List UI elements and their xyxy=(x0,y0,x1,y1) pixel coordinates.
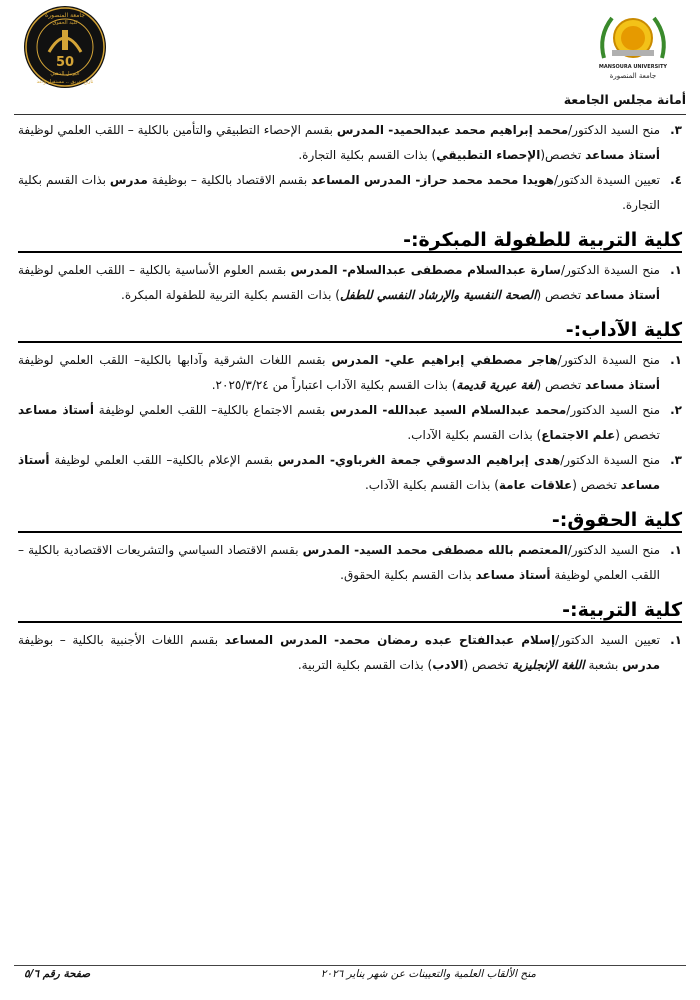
item-text: تعيين السيد الدكتور/ xyxy=(555,633,660,647)
item-text: بقسم اللغات الشرقية وآدابها بالكلية– اللقب العلمي لوظيفة xyxy=(18,353,332,367)
item-text: بقسم الاجتماع بالكلية– اللقب العلمي لوظيفة xyxy=(93,403,331,417)
section-items-list xyxy=(18,258,682,308)
item-text: تخصص ( xyxy=(572,478,621,492)
item-text: تخصص ( xyxy=(536,288,586,302)
item-text: تخصص( xyxy=(540,148,586,162)
header-divider xyxy=(14,114,686,115)
item-emphasis: أستاذ مساعد xyxy=(475,568,551,582)
list-item xyxy=(18,168,682,218)
item-text: تخصص ( xyxy=(615,428,660,442)
list-item xyxy=(18,398,682,448)
item-emphasis: الادب xyxy=(432,658,464,672)
list-item xyxy=(18,538,682,588)
mansoura-university-logo xyxy=(594,6,672,84)
item-emphasis: محمد إبراهيم محمد عبدالحميد- المدرس xyxy=(336,123,569,137)
list-item xyxy=(18,348,682,398)
section-heading: كلية التربية:- xyxy=(562,599,682,621)
item-text: ) بذات القسم بكلية التربية للطفولة المبكرة. xyxy=(121,288,340,302)
item-text: منح السيدة الدكتور/ xyxy=(557,353,660,367)
page-number: صفحة رقم ٥/٦ xyxy=(24,968,91,980)
item-text: ) بذات القسم بكلية التجارة. xyxy=(298,148,437,162)
item-text: ) بذات القسم بكلية الآداب. xyxy=(364,478,499,492)
faculty-of-law-logo xyxy=(22,4,108,90)
item-text: منح السيدة الدكتور/ xyxy=(560,453,661,467)
item-text: بقسم اللغات الأجنبية بالكلية – بوظيفة xyxy=(18,633,225,647)
item-text: بشعبة xyxy=(584,658,623,672)
section-heading-row xyxy=(18,226,682,256)
item-text: منح السيد الدكتور/ xyxy=(566,403,661,417)
section-heading-row xyxy=(18,316,682,346)
item-emphasis: محمد عبدالسلام السيد عبدالله- المدرس xyxy=(330,403,567,417)
item-emphasis: هاجر مصطفي إبراهيم علي- المدرس xyxy=(331,353,558,367)
list-item xyxy=(18,448,682,498)
svg-text:تاريخ عريق .. مستقبل واعد: تاريخ عريق .. مستقبل واعد xyxy=(36,79,94,85)
svg-text:اليوبيل الذهبي: اليوبيل الذهبي xyxy=(50,71,80,77)
continued-items-list xyxy=(18,118,682,218)
list-item xyxy=(18,258,682,308)
item-number: ١. xyxy=(670,353,682,367)
section-underline xyxy=(18,341,682,343)
item-text: بقسم الإعلام بالكلية– اللقب العلمي لوظيفة xyxy=(49,453,278,467)
item-emphasis: هدى إبراهيم الدسوقي جمعة الغرباوي- المدرس xyxy=(277,453,561,467)
item-text: بقسم الاقتصاد السياسي والتشريعات الاقتصادية بالكلية – اللقب العلمي لوظيفة xyxy=(18,543,660,582)
item-emphasis: علاقات عامة xyxy=(498,478,573,492)
item-text: بقسم الإحصاء التطبيقي والتأمين بالكلية – اللقب العلمي لوظيفة xyxy=(18,123,337,137)
item-text: تخصص ( xyxy=(463,658,513,672)
item-number: ٣. xyxy=(670,453,682,467)
item-emphasis: المعتصم بالله مصطفى محمد السيد- المدرس xyxy=(302,543,568,557)
item-emphasis: أستاذ مساعد xyxy=(585,378,660,392)
item-text: منح السيد الدكتور/ xyxy=(568,123,661,137)
list-item xyxy=(18,118,682,168)
section-heading: كلية الحقوق:- xyxy=(551,509,682,531)
item-emphasis: مدرس xyxy=(109,173,148,187)
section-items-list xyxy=(18,348,682,498)
item-number: ٤. xyxy=(670,173,682,187)
item-text: ) بذات القسم بكلية التربية. xyxy=(297,658,433,672)
item-text: بذات القسم بكلية الحقوق. xyxy=(340,568,476,582)
item-emphasis: سارة عبدالسلام مصطفى عبدالسلام- المدرس xyxy=(290,263,561,277)
svg-text:جامعة المنصورة: جامعة المنصورة xyxy=(609,72,657,80)
section-underline xyxy=(18,621,682,623)
section-items-list xyxy=(18,628,682,678)
item-emphasis: إسلام عبدالفتاح عبده رمضان محمد- المدرس المساعد xyxy=(224,633,556,647)
item-number: ١. xyxy=(670,263,682,277)
section-underline xyxy=(18,531,682,533)
footer-divider xyxy=(14,965,686,966)
footer-document-title: منح الألقاب العلمية والتعيينات عن شهر يناير ٢٠٢٦ xyxy=(320,968,536,980)
section-heading-row xyxy=(18,506,682,536)
svg-text:جامعة المنصورة: جامعة المنصورة xyxy=(45,12,85,19)
item-number: ٣. xyxy=(670,123,682,137)
item-text: بقسم العلوم الأساسية بالكلية – اللقب العلمي لوظيفة xyxy=(18,263,291,277)
item-text: تخصص ( xyxy=(536,378,586,392)
item-emphasis: أستاذ مساعد xyxy=(18,403,94,417)
list-item xyxy=(18,628,682,678)
footer xyxy=(14,968,686,986)
item-emphasis: الإحصاء التطبيقي xyxy=(436,148,541,162)
item-number: ١. xyxy=(670,633,682,647)
council-secretariat-label: أمانة مجلس الجامعة xyxy=(563,92,686,107)
section-heading: كلية الآداب:- xyxy=(565,319,682,341)
item-emphasis: علم الاجتماع xyxy=(541,428,616,442)
section-heading: كلية التربية للطفولة المبكرة:- xyxy=(403,229,682,251)
svg-text:كلية الحقوق: كلية الحقوق xyxy=(52,20,78,26)
item-text: ) بذات القسم بكلية الآداب. xyxy=(407,428,542,442)
item-emphasis: الصحة النفسية والإرشاد النفسي للطفل xyxy=(339,288,537,302)
item-number: ٢. xyxy=(670,403,682,417)
svg-text:MANSOURA UNIVERSITY: MANSOURA UNIVERSITY xyxy=(598,64,668,70)
item-emphasis: أستاذ مساعد xyxy=(585,148,660,162)
item-text: ) بذات القسم بكلية الآداب اعتباراً من ٢٠٢٥/٣/٢٤. xyxy=(211,378,457,392)
item-text: بقسم الاقتصاد بالكلية – بوظيفة xyxy=(147,173,312,187)
document-body xyxy=(18,118,682,956)
item-emphasis: هويدا محمد محمد حراز- المدرس المساعد xyxy=(311,173,554,187)
section-heading-row xyxy=(18,596,682,626)
item-emphasis: أستاذ مساعد xyxy=(18,453,660,492)
section-underline xyxy=(18,251,682,253)
item-text: منح السيدة الدكتور/ xyxy=(560,263,660,277)
item-emphasis: لغة عبرية قديمة xyxy=(456,378,537,392)
item-emphasis: مدرس xyxy=(622,658,660,672)
item-text: تعيين السيدة الدكتور/ xyxy=(553,173,660,187)
item-text: منح السيد الدكتور/ xyxy=(567,543,660,557)
item-emphasis: أستاذ مساعد xyxy=(585,288,660,302)
item-number: ١. xyxy=(670,543,682,557)
section-items-list xyxy=(18,538,682,588)
item-text: بذات القسم بكلية التجارة. xyxy=(18,173,660,212)
item-emphasis: اللغة الإنجليزية xyxy=(512,658,585,672)
svg-text:50: 50 xyxy=(55,55,75,70)
